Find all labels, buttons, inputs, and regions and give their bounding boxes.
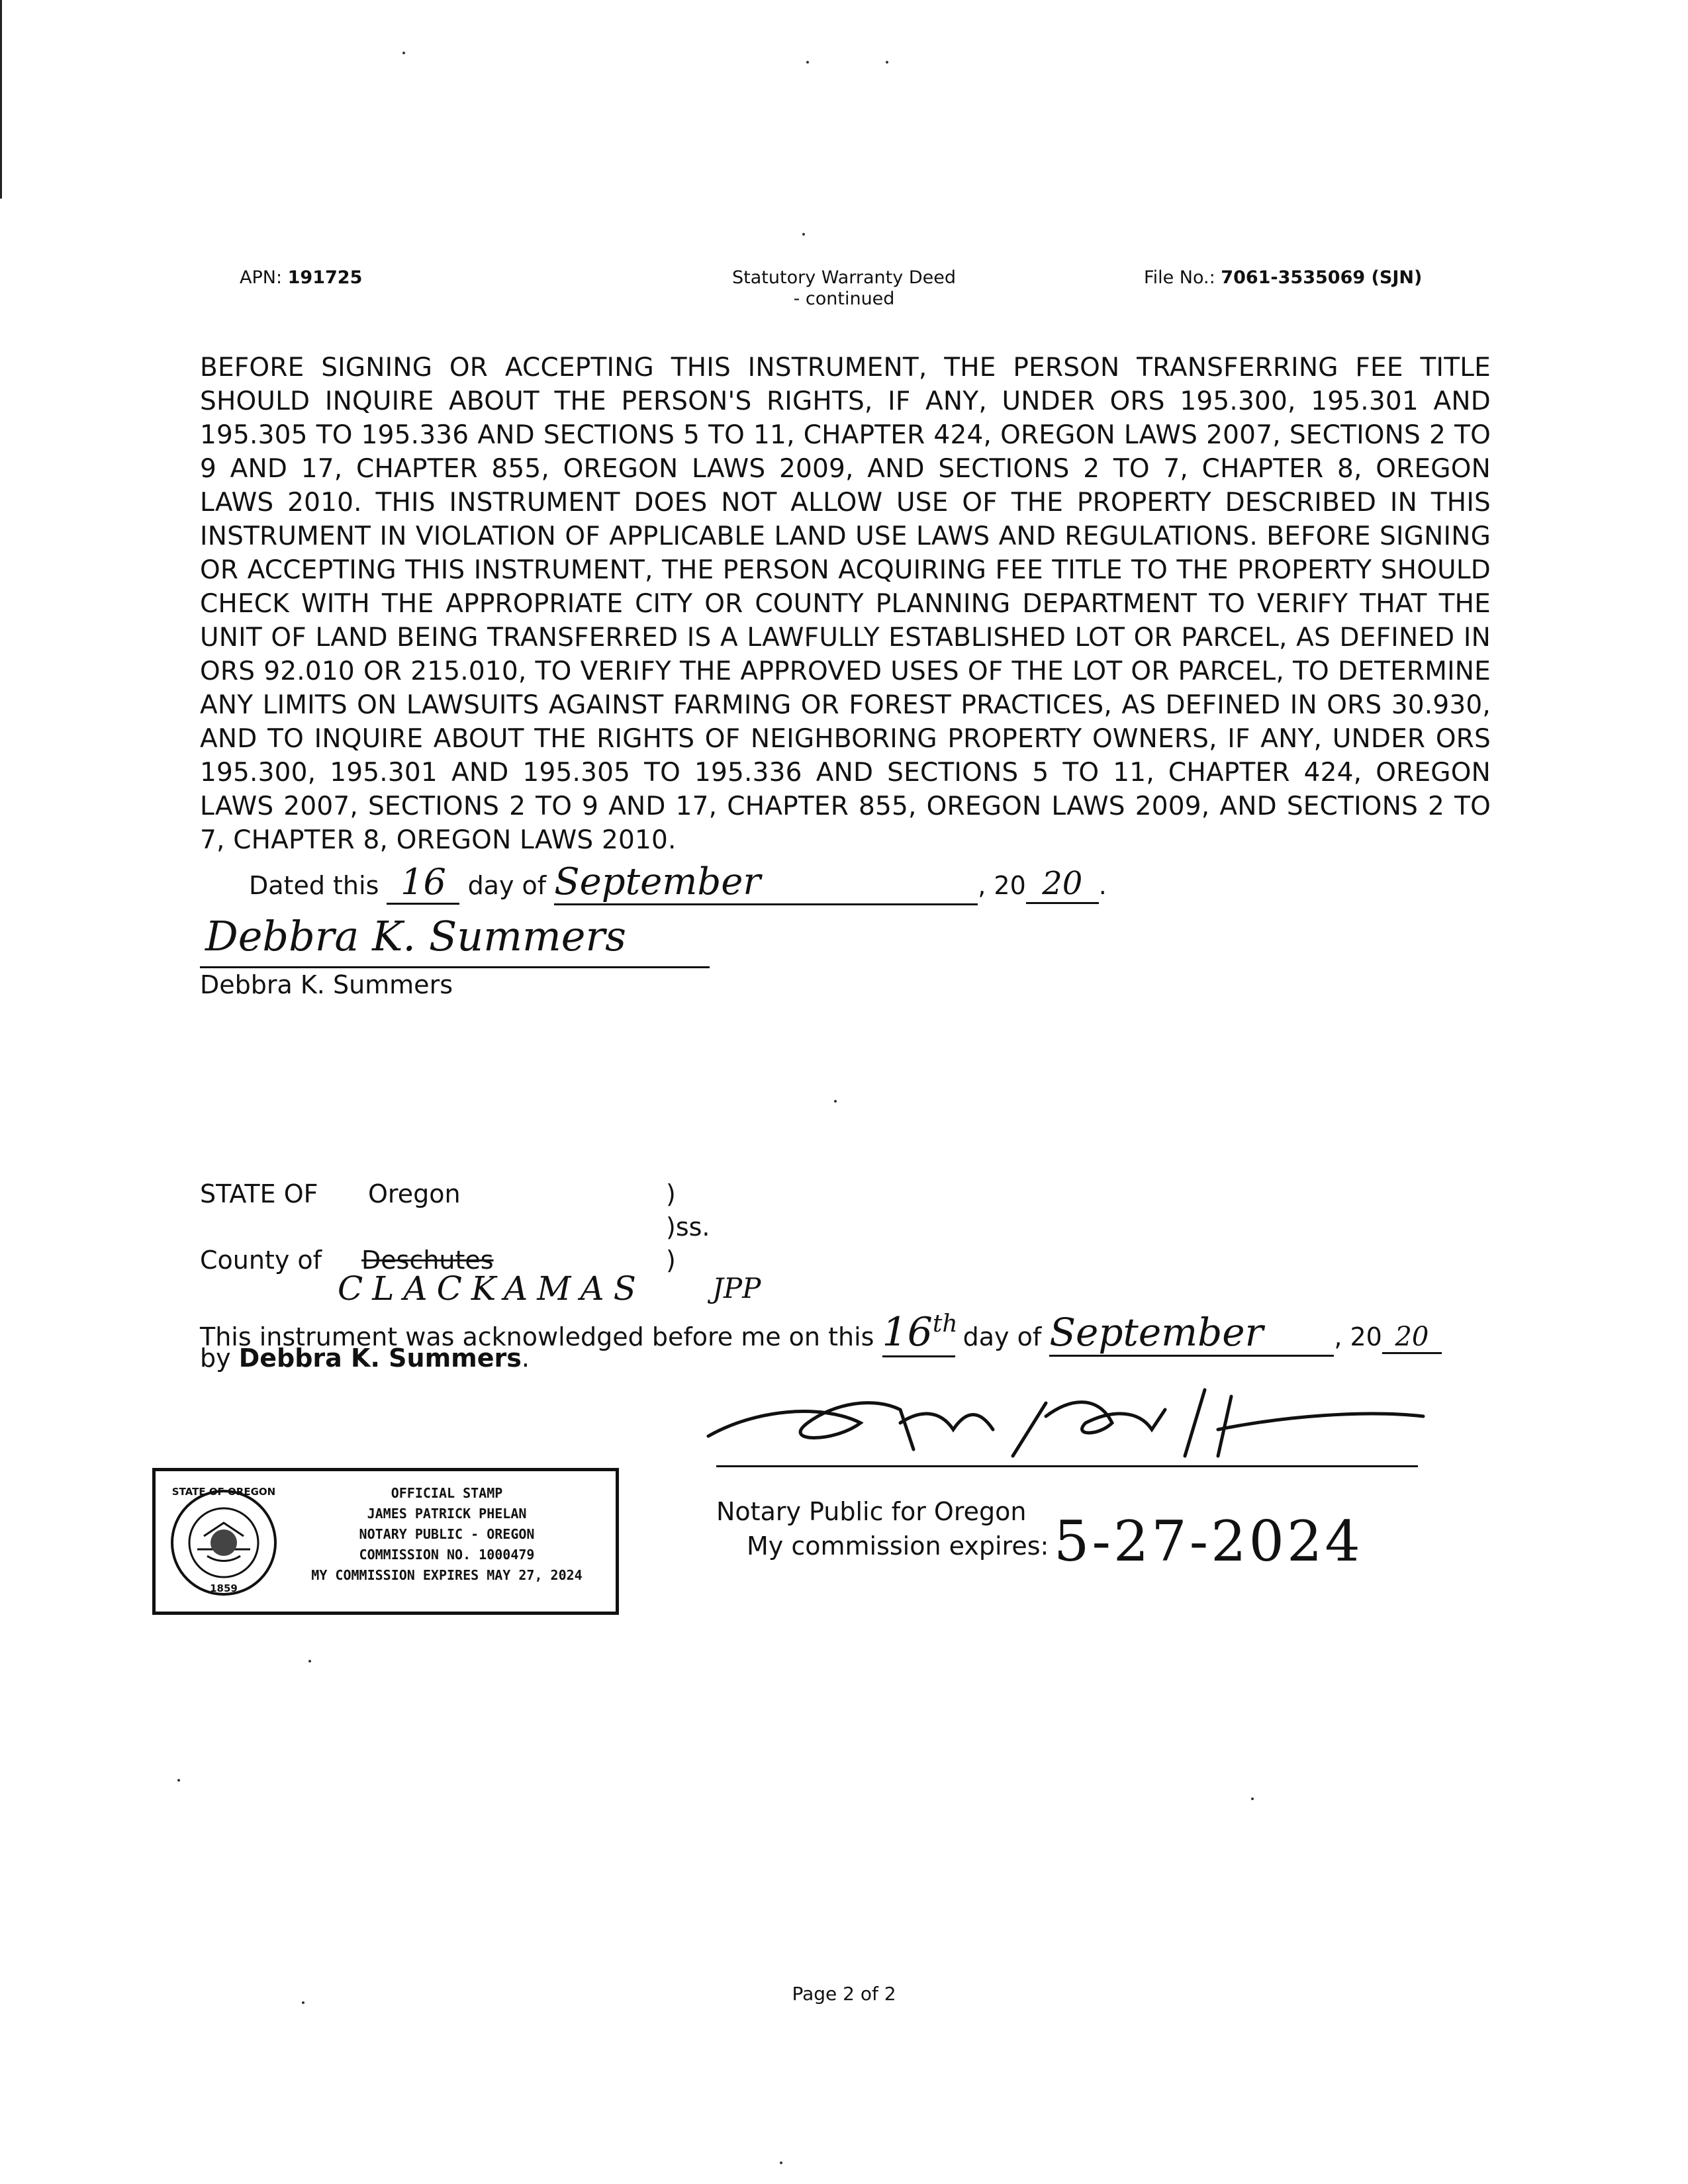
stamp-line-1: OFFICIAL STAMP — [391, 1485, 503, 1501]
scan-speck — [1251, 1797, 1254, 1800]
stamp-line-5: MY COMMISSION EXPIRES MAY 27, 2024 — [311, 1567, 583, 1583]
scan-speck — [308, 1660, 311, 1662]
file-number-field — [1144, 267, 1422, 288]
state-value: Oregon — [368, 1179, 461, 1208]
by-label: by — [200, 1343, 231, 1373]
dated-day: 16 — [387, 861, 459, 905]
by-line — [200, 1343, 530, 1373]
dated-prefix: Dated this — [249, 871, 379, 900]
statutory-notice: BEFORE SIGNING OR ACCEPTING THIS INSTRUMENT, THE PERSON TRANSFERRING FEE TITLE SHOULD INQUIRE ABOUT THE PERSON'S RIGHTS, IF ANY, UNDER ORS 195.300, 195.301 AND 195.305 TO 195.336 AND SECTIONS 5 TO 11, CHAPTER 424, OREGON LAWS 2007, SECTIONS 2 TO 9 AND 17, CHAPTER 855, OREGON LAWS 2009, AND SECTIONS 2 TO 7, CHAPTER 8, OREGON LAWS 2010. THIS INSTRUMENT DOES NOT ALLOW USE OF THE PROPERTY DESCRIBED IN THIS INSTRUMENT IN VIOLATION OF APPLICABLE LAND USE LAWS AND REGULATIONS. BEFORE SIGNING OR ACCEPTING THIS INSTRUMENT, THE PERSON ACQUIRING FEE TITLE TO THE PROPERTY SHOULD CHECK WITH THE APPROPRIATE CITY OR COUNTY PLANNING DEPARTMENT TO VERIFY THAT THE UNIT OF LAND BEING TRANSFERRED IS A LAWFULLY ESTABLISHED LOT OR PARCEL, AS DEFINED IN ORS 92.010 OR 215.010, TO VERIFY THE APPROVED USES OF THE LOT OR PARCEL, TO DETERMINE ANY LIMITS ON LAWSUITS AGAINST FARMING OR FOREST PRACTICES, AS DEFINED IN ORS 30.930, AND TO INQUIRE ABOUT THE RIGHTS OF NEIGHBORING PROPERTY OWNERS, IF ANY, UNDER ORS 195.300, 195.301 AND 195.305 TO 195.336 AND SECTIONS 5 TO 11, CHAPTER 424, OREGON LAWS 2007, SECTIONS 2 TO 9 AND 17, CHAPTER 855, OREGON LAWS 2009, AND SECTIONS 2 TO 7, CHAPTER 8, OREGON LAWS 2010. — [200, 353, 1491, 855]
notary-signature-area — [702, 1383, 1430, 1463]
dated-end: . — [1098, 871, 1107, 900]
county-struck-value: Deschutes — [361, 1246, 494, 1275]
ack-prefix: This instrument was acknowledged before me on this — [200, 1322, 874, 1351]
page-number: Page 2 of 2 — [792, 1983, 896, 2005]
ack-year-suffix: 20 — [1382, 1322, 1442, 1354]
commission-date: 5-27-2024 — [1054, 1509, 1363, 1574]
ack-year-prefix: , 20 — [1334, 1322, 1382, 1351]
document-title-line2: - continued — [793, 289, 895, 309]
ack-day-suffix: th — [932, 1310, 958, 1338]
apn-label: APN: — [240, 267, 283, 288]
notary-signature-line — [716, 1465, 1418, 1467]
by-name: Debbra K. Summers — [238, 1343, 522, 1373]
seal-top-text: STATE OF OREGON — [171, 1486, 276, 1498]
scan-speck — [402, 52, 405, 54]
state-seal — [167, 1483, 280, 1602]
county-handwritten: CLACKAMAS — [338, 1269, 645, 1308]
by-end: . — [521, 1343, 530, 1373]
scan-speck — [834, 1100, 837, 1103]
grantor-printed-name: Debbra K. Summers — [200, 970, 453, 999]
scan-speck — [802, 233, 805, 236]
stamp-line-4: COMMISSION NO. 1000479 — [359, 1547, 535, 1563]
scan-speck — [302, 2001, 305, 2004]
stamp-line-3: NOTARY PUBLIC - OREGON — [359, 1526, 535, 1542]
dated-year-prefix: , 20 — [978, 871, 1026, 900]
scan-speck — [806, 61, 809, 64]
apn-field — [240, 267, 362, 288]
file-number-value: 7061-3535069 (SJN) — [1221, 267, 1423, 288]
dated-year-suffix: 20 — [1026, 865, 1099, 904]
seal-year: 1859 — [210, 1582, 238, 1594]
scan-speck — [177, 1779, 180, 1782]
scan-speck — [780, 2161, 782, 2164]
ack-day-number: 16 — [882, 1309, 933, 1355]
state-label: STATE OF — [200, 1179, 318, 1208]
scan-speck — [886, 61, 888, 64]
apn-value: 191725 — [287, 267, 363, 288]
dated-day-of: day of — [467, 871, 547, 900]
ack-day-of: day of — [962, 1322, 1042, 1351]
dated-month: September — [554, 860, 978, 905]
document-title — [702, 267, 986, 310]
stamp-text-block — [281, 1483, 612, 1586]
official-stamp — [152, 1468, 619, 1615]
notary-title: Notary Public for Oregon — [716, 1497, 1027, 1526]
file-number-label: File No.: — [1144, 267, 1215, 288]
ack-month: September — [1049, 1310, 1334, 1357]
document-title-line1: Statutory Warranty Deed — [732, 267, 956, 288]
grantor-signature: Debbra K. Summers — [205, 912, 626, 960]
stamp-line-2: JAMES PATRICK PHELAN — [367, 1506, 527, 1522]
grantor-signature-line — [200, 912, 710, 968]
page-edge-mark — [0, 0, 2, 199]
ack-day — [882, 1309, 958, 1357]
county-label: County of — [200, 1246, 322, 1275]
ss-mark: )ss. — [666, 1212, 710, 1242]
notary-initials: JPP — [712, 1272, 761, 1304]
commission-label: My commission expires: — [747, 1531, 1049, 1561]
state-paren: ) — [666, 1179, 676, 1208]
notary-signature-scribble — [702, 1383, 1430, 1463]
county-paren: ) — [666, 1246, 676, 1275]
dated-line — [249, 860, 1107, 905]
